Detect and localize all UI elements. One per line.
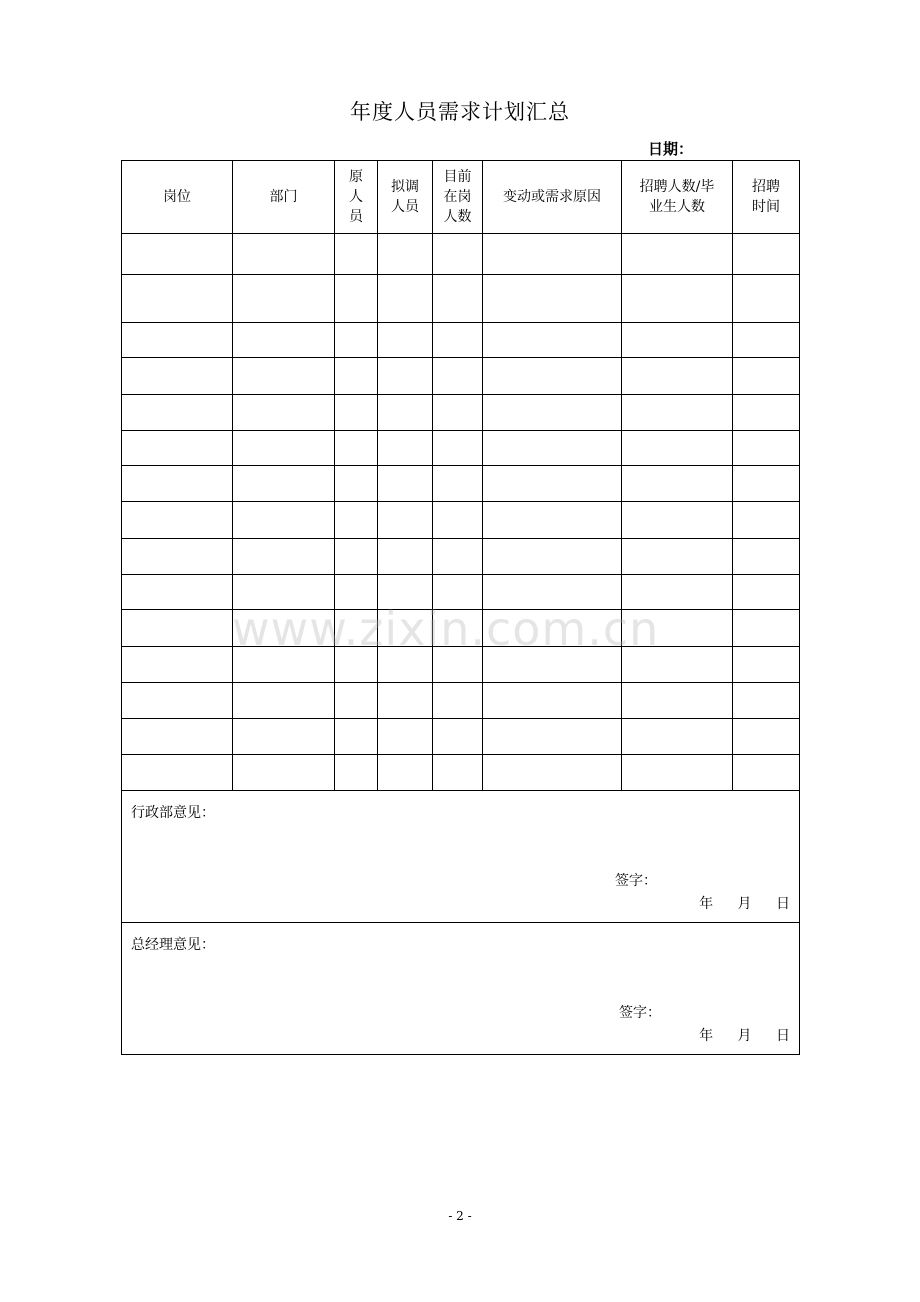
table-cell[interactable] bbox=[483, 683, 622, 719]
table-cell[interactable] bbox=[233, 431, 335, 466]
table-cell[interactable] bbox=[122, 431, 233, 466]
table-row bbox=[122, 323, 800, 358]
table-cell[interactable] bbox=[378, 275, 433, 323]
table-cell[interactable] bbox=[622, 323, 733, 358]
table-cell[interactable] bbox=[733, 647, 800, 683]
table-cell[interactable] bbox=[122, 610, 233, 647]
table-cell[interactable] bbox=[233, 234, 335, 275]
table-row bbox=[122, 683, 800, 719]
table-cell[interactable] bbox=[433, 466, 483, 502]
table-cell[interactable] bbox=[622, 719, 733, 755]
table-row bbox=[122, 719, 800, 755]
table-row bbox=[122, 755, 800, 791]
page-title: 年度人员需求计划汇总 bbox=[350, 100, 570, 124]
table-cell[interactable] bbox=[483, 431, 622, 466]
table-cell[interactable] bbox=[483, 466, 622, 502]
table-cell[interactable] bbox=[233, 275, 335, 323]
table-cell[interactable] bbox=[622, 234, 733, 275]
admin-date-label: 年 月 日 bbox=[699, 896, 790, 912]
table-cell[interactable] bbox=[733, 755, 800, 791]
table-cell[interactable] bbox=[122, 755, 233, 791]
admin-opinion-label: 行政部意见： bbox=[131, 805, 215, 821]
table-cell[interactable] bbox=[622, 358, 733, 395]
table-cell[interactable] bbox=[335, 234, 378, 275]
table-cell[interactable] bbox=[622, 431, 733, 466]
table-cell[interactable] bbox=[733, 323, 800, 358]
table-cell[interactable] bbox=[483, 539, 622, 575]
table-cell[interactable] bbox=[335, 323, 378, 358]
table-cell[interactable] bbox=[335, 358, 378, 395]
table-cell[interactable] bbox=[483, 502, 622, 539]
table-cell[interactable] bbox=[335, 395, 378, 431]
table-cell[interactable] bbox=[378, 234, 433, 275]
table-cell[interactable] bbox=[122, 395, 233, 431]
admin-sign-label: 签字： bbox=[615, 873, 657, 889]
table-cell[interactable] bbox=[378, 755, 433, 791]
gm-opinion-section[interactable] bbox=[122, 923, 800, 1055]
table-row bbox=[122, 234, 800, 275]
table-cell[interactable] bbox=[433, 234, 483, 275]
header-cell: 招聘人数/毕 业生人数 bbox=[622, 161, 733, 234]
header-cell: 部门 bbox=[233, 161, 335, 234]
table-cell[interactable] bbox=[483, 234, 622, 275]
table-cell[interactable] bbox=[378, 502, 433, 539]
header-cell: 原 人 员 bbox=[335, 161, 378, 234]
table-cell[interactable] bbox=[378, 719, 433, 755]
table-cell[interactable] bbox=[122, 683, 233, 719]
table-cell[interactable] bbox=[622, 275, 733, 323]
table-cell[interactable] bbox=[122, 466, 233, 502]
table-cell[interactable] bbox=[378, 358, 433, 395]
table-cell[interactable] bbox=[433, 358, 483, 395]
table-cell[interactable] bbox=[733, 502, 800, 539]
table-row bbox=[122, 395, 800, 431]
gm-opinion-label: 总经理意见： bbox=[131, 937, 215, 953]
table-cell[interactable] bbox=[122, 647, 233, 683]
table-cell[interactable] bbox=[335, 539, 378, 575]
table-cell[interactable] bbox=[233, 395, 335, 431]
table-cell[interactable] bbox=[433, 275, 483, 323]
table-cell[interactable] bbox=[335, 683, 378, 719]
table-cell[interactable] bbox=[122, 575, 233, 610]
page-number: - 2 - bbox=[448, 1209, 472, 1223]
table-cell[interactable] bbox=[335, 502, 378, 539]
table-cell[interactable] bbox=[335, 431, 378, 466]
table-cell[interactable] bbox=[733, 575, 800, 610]
table-cell[interactable] bbox=[483, 358, 622, 395]
table-cell[interactable] bbox=[433, 395, 483, 431]
table-row bbox=[122, 431, 800, 466]
table-cell[interactable] bbox=[622, 502, 733, 539]
table-cell[interactable] bbox=[622, 466, 733, 502]
table-cell[interactable] bbox=[733, 431, 800, 466]
header-cell: 目前 在岗 人数 bbox=[433, 161, 483, 234]
table-cell[interactable] bbox=[378, 323, 433, 358]
table-cell[interactable] bbox=[378, 395, 433, 431]
table-cell[interactable] bbox=[233, 719, 335, 755]
table-cell[interactable] bbox=[733, 395, 800, 431]
table-cell[interactable] bbox=[433, 755, 483, 791]
header-cell: 岗位 bbox=[122, 161, 233, 234]
header-row bbox=[122, 161, 800, 234]
date-label: 日期： bbox=[648, 140, 694, 158]
gm-sign-label: 签字： bbox=[619, 1005, 661, 1021]
table-row bbox=[122, 502, 800, 539]
table-cell[interactable] bbox=[733, 683, 800, 719]
table-row bbox=[122, 358, 800, 395]
table-cell[interactable] bbox=[733, 358, 800, 395]
table-cell[interactable] bbox=[483, 323, 622, 358]
table-cell[interactable] bbox=[733, 719, 800, 755]
table-cell[interactable] bbox=[433, 683, 483, 719]
table-row bbox=[122, 275, 800, 323]
table-cell[interactable] bbox=[335, 719, 378, 755]
table-row bbox=[122, 539, 800, 575]
table-cell[interactable] bbox=[433, 323, 483, 358]
table-cell[interactable] bbox=[233, 358, 335, 395]
gm-date-label: 年 月 日 bbox=[699, 1028, 790, 1044]
header-cell: 变动或需求原因 bbox=[483, 161, 622, 234]
table-cell[interactable] bbox=[733, 610, 800, 647]
table-cell[interactable] bbox=[433, 539, 483, 575]
table-cell[interactable] bbox=[233, 323, 335, 358]
table-cell[interactable] bbox=[122, 719, 233, 755]
table-cell[interactable] bbox=[233, 502, 335, 539]
header-cell: 拟调 人员 bbox=[378, 161, 433, 234]
table-cell[interactable] bbox=[335, 275, 378, 323]
table-row bbox=[122, 466, 800, 502]
table-cell[interactable] bbox=[483, 395, 622, 431]
table-cell[interactable] bbox=[483, 719, 622, 755]
table-cell[interactable] bbox=[483, 755, 622, 791]
table-cell[interactable] bbox=[122, 275, 233, 323]
header-cell: 招聘 时间 bbox=[733, 161, 800, 234]
table-cell[interactable] bbox=[733, 275, 800, 323]
table-cell[interactable] bbox=[233, 683, 335, 719]
table-cell[interactable] bbox=[233, 539, 335, 575]
table-cell[interactable] bbox=[378, 466, 433, 502]
table-cell[interactable] bbox=[122, 234, 233, 275]
table-cell[interactable] bbox=[433, 502, 483, 539]
table-cell[interactable] bbox=[335, 466, 378, 502]
table-cell[interactable] bbox=[122, 323, 233, 358]
table-cell[interactable] bbox=[733, 466, 800, 502]
table-cell[interactable] bbox=[433, 719, 483, 755]
table-cell[interactable] bbox=[622, 395, 733, 431]
table-cell[interactable] bbox=[622, 755, 733, 791]
table-cell[interactable] bbox=[122, 358, 233, 395]
admin-opinion-section[interactable] bbox=[122, 791, 800, 923]
table-cell[interactable] bbox=[733, 539, 800, 575]
table-cell[interactable] bbox=[378, 683, 433, 719]
table-cell[interactable] bbox=[483, 275, 622, 323]
table-cell[interactable] bbox=[733, 234, 800, 275]
table-cell[interactable] bbox=[122, 539, 233, 575]
table-cell[interactable] bbox=[122, 502, 233, 539]
table-cell[interactable] bbox=[622, 683, 733, 719]
table-cell[interactable] bbox=[378, 539, 433, 575]
table-cell[interactable] bbox=[335, 755, 378, 791]
table-cell[interactable] bbox=[233, 466, 335, 502]
table-cell[interactable] bbox=[433, 431, 483, 466]
table-cell[interactable] bbox=[622, 539, 733, 575]
table-cell[interactable] bbox=[378, 431, 433, 466]
watermark: www.zixin.com.cn bbox=[232, 602, 660, 656]
table-cell[interactable] bbox=[233, 755, 335, 791]
